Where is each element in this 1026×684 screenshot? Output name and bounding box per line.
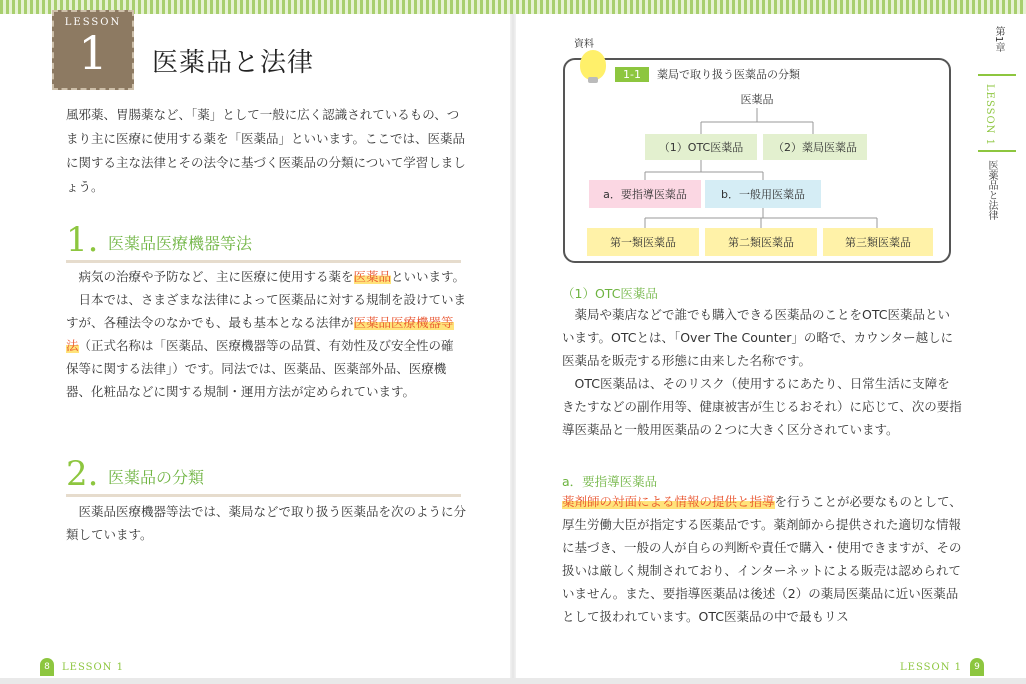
node-pharmacy: （2）薬局医薬品: [763, 134, 867, 160]
lead-paragraph: 風邪薬、胃腸薬など、「薬」として一般に広く認識されているもの、つまり主に医療に使用する薬を「医薬品」といいます。ここでは、医薬品に関する主な法律とその法令に基づく医薬品の分類について学習しましょう。: [66, 107, 466, 194]
section-1-number: 1.: [66, 220, 99, 260]
s1p2-text-a: 日本では、さまざまな法律によって医薬品に対する規制を設けていますが、各種法令のなかでも、最も基本となる法律が: [66, 292, 467, 330]
otc-heading: （1）OTC医薬品: [562, 286, 658, 301]
s1p2-text-b: （正式名称は「医薬品、医療機器等の品質、有効性及び安全性の確保等に関する法律」）です。同法では、医薬品、医薬部外品、医療機器、化粧品などに関する規制・運用方法が定められています。: [66, 338, 454, 399]
lesson-badge-word: LESSON: [64, 17, 122, 28]
guidance-body: [562, 490, 962, 628]
footer-left: [40, 658, 124, 676]
top-decorative-border: [0, 0, 1026, 14]
node-guidance: a．要指導医薬品: [589, 180, 701, 208]
guidance-paragraph-1: [562, 490, 962, 628]
section-1-paragraph-1: [66, 265, 466, 288]
guidance-heading: a．要指導医薬品: [562, 474, 658, 489]
side-tab-divider-2: [978, 150, 1016, 152]
reference-tag: 資料: [574, 39, 594, 50]
side-tab-topic: 医薬品と法律: [986, 160, 997, 220]
section-1-title: 医薬品医療機器等法: [108, 234, 253, 253]
s1p1-text-b: といいます。: [391, 269, 466, 284]
section-2-heading: [66, 454, 461, 497]
reference-title: [615, 66, 800, 82]
book-spine: [510, 14, 516, 678]
section-2-body: [66, 500, 466, 546]
node-class3: 第三類医薬品: [823, 228, 933, 256]
page-title: 医薬品と法律: [152, 48, 315, 78]
otc-paragraph-2: OTC医薬品は、そのリスク（使用するにあたり、日常生活に支障をきたすなどの副作用等、健康被害が生じるおそれ）に応じて、次の要指導医薬品と一般用医薬品の２つに大きく区分されています。: [562, 376, 962, 437]
side-index-tab: [978, 22, 1006, 222]
highlight-term-law: 医薬品医療機器等法: [66, 315, 454, 353]
node-class1: 第一類医薬品: [587, 228, 699, 256]
side-tab-lesson: LESSON 1: [984, 84, 995, 146]
guidance-text: を行うことが必要なものとして、厚生労働大臣が指定する医薬品です。薬剤師から提供された適切な情報に基づき、一般の人が自らの判断や責任で購入・使用できますが、その扱いは厳しく規制されており、インターネットによる販売は認められていません。また、要指導医薬品は後述（2）の薬局医薬品に近い医薬品として扱われています。OTC医薬品の中で最もリス: [562, 494, 962, 624]
page-number-left: 8: [40, 658, 54, 676]
node-otc: （1）OTC医薬品: [645, 134, 757, 160]
lesson-badge-number: 1: [78, 26, 108, 80]
side-tab-chapter: 第1章: [993, 26, 1004, 53]
section-2-paragraph-1: 医薬品医療機器等法では、薬局などで取り扱う医薬品を次のように分類しています。: [66, 504, 467, 542]
footer-lesson-left: LESSON 1: [62, 661, 124, 673]
section-1-heading: [66, 220, 461, 263]
otc-body: [562, 303, 962, 441]
otc-paragraph-1: 薬局や薬店などで誰でも購入できる医薬品のことをOTC医薬品といいます。OTCとは、「Over The Counter」の略で、カウンター越しに医薬品を販売する形態に由来した名称です。: [562, 307, 954, 368]
side-tab-divider-1: [978, 74, 1016, 76]
s1p1-text-a: 病気の治療や予防など、主に医療に使用する薬を: [78, 269, 354, 284]
node-general: b．一般用医薬品: [705, 180, 821, 208]
section-2-title: 医薬品の分類: [108, 468, 205, 487]
reference-figure-box: [563, 58, 951, 263]
node-class2: 第二類医薬品: [705, 228, 817, 256]
lightbulb-icon: [580, 50, 606, 80]
highlight-term-iyakuhin: 医薬品: [353, 269, 392, 284]
node-root: 医薬品: [740, 93, 774, 106]
highlight-term-pharmacist: 薬剤師の対面による情報の提供と指導: [562, 494, 775, 509]
section-1-body: [66, 265, 466, 403]
section-1-paragraph-2: [66, 288, 466, 403]
lesson-badge: [52, 10, 134, 90]
bottom-edge: [0, 678, 1026, 684]
page-number-right: 9: [970, 658, 984, 676]
figure-title: 薬局で取り扱う医薬品の分類: [656, 68, 800, 81]
footer-lesson-right: LESSON 1: [900, 661, 962, 673]
footer-right: [900, 658, 984, 676]
section-2-number: 2.: [66, 454, 99, 494]
figure-id: 1-1: [615, 67, 649, 82]
